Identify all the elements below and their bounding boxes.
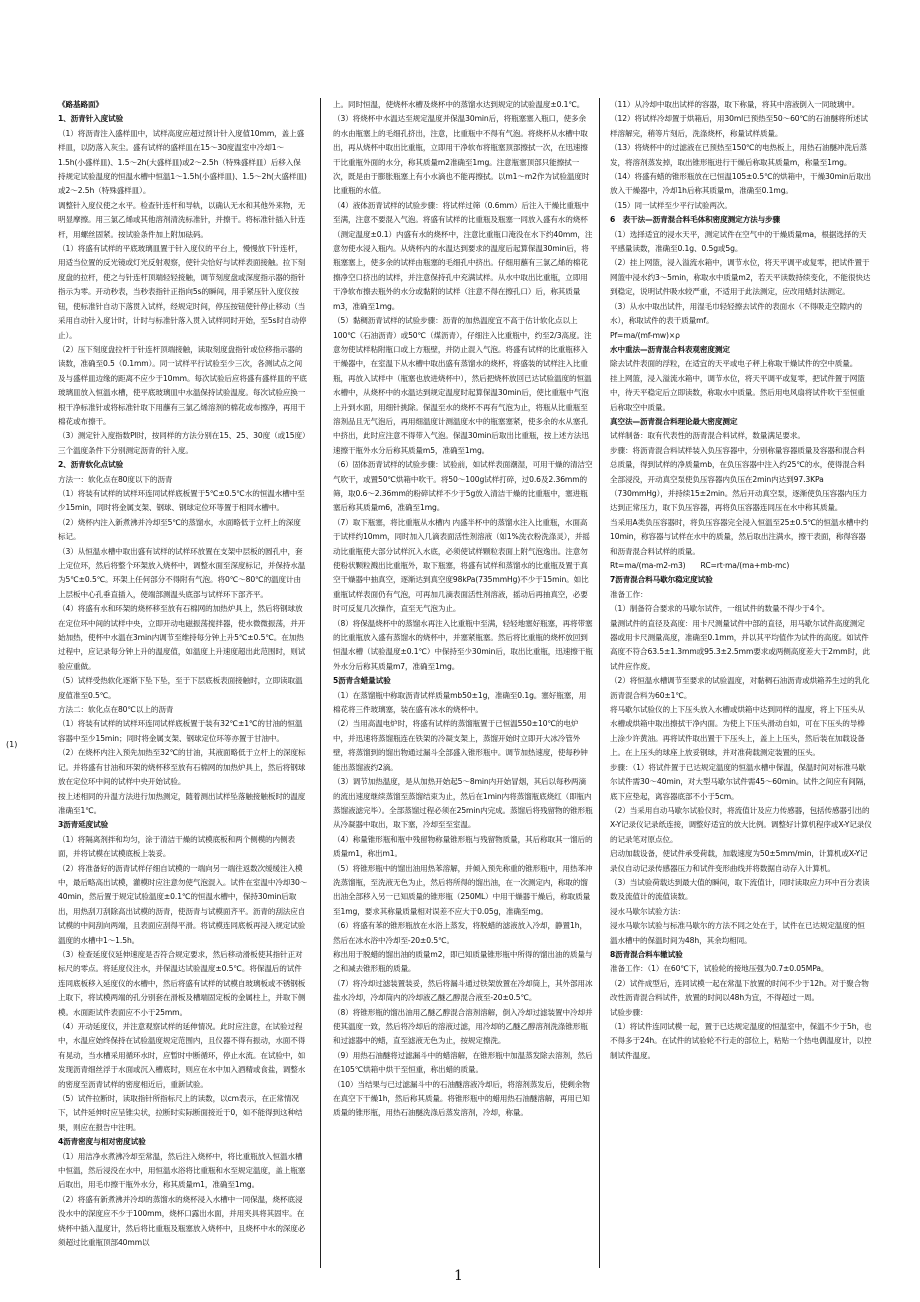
paragraph: （5）黏稠沥青试样的试验步骤：沥青的加热温度宜不高于估计软化点以上100℃（石油沥青）或50℃（煤沥青），仔细注入比重瓶中，约至2/3高度。注意勿使试样粘附瓶口或上方瓶壁，并防止混入气泡。将盛有试样的比重瓶移入干燥器中，在室温下从水槽中取出盛有蒸馏水的烧杯，将盛装的试样注入比重瓶，再放入试样中（瓶塞也放进烧杯中），然后把烧杯放回已达试验温度的恒温水槽中，从烧杯中的水温达到规定温度时起算保温30min后，使比重瓶中气泡上升到水面，用细针挑除。保温至水的烧杯不再有气泡为止，将瓶从比重瓶至溶剂品且无气泡后，再用细温度计测温度水中的瓶塞塞紧，使多余的水从塞孔中挤出，此时应注意不得带入气泡。保温30min后取出比重瓶，按上述方法迅速擦干瓶外水分后称其质量m5，准确至1mg。 — [333, 316, 592, 455]
paragraph: （5）将锥形瓶中的馏出油用热苯溶解，并倾入预先称重的锥形瓶中，用热苯冲洗蒸馏瓶，至洗液无色为止，然后将所得的馏出油，在一次测定内，称取的馏出油全部移入另一已知质量的锥形瓶（250ML）中用干燥器干燥后，称取质量至1mg，要求其称量质量相对误差不应大于0.05g，准确至mg。 — [333, 863, 593, 916]
section-heading: 3沥青延度试验 — [58, 820, 109, 830]
paragraph: （10）当结果与已过滤漏斗中的石油醚溶液冷却后，将溶剂蒸发后，使剩余物在真空下干燥1h，然后称其质量。将锥形瓶中的蜡用热石油醚溶解，再用已知质量的锥形瓶，用热石油醚洗涤后蒸发溶剂，冷却，称量。 — [333, 1079, 590, 1118]
paragraph: （7）将冷却过滤装置装妥，然后将漏斗通过铁架放置在冷却筒上，其外部用冰盐水冷却，冷却筒内的冷却液乙醚乙醇混合液至-20±0.5℃。 — [333, 978, 593, 1003]
paragraph: （1）在蒸馏瓶中称取沥青试样质量mb50±1g，准确至0.1g。塞好瓶塞，用棉花将三件玻璃塞，装在盛有冰水的烧杯中。 — [333, 690, 587, 715]
paragraph: （11）从冷却中取出试样的容器，取下称量，将其中溶液倒入一同玻璃中。 — [610, 100, 860, 109]
paragraph: 量测试件的直径及高度：用卡尺测量试件中部的直径，用马歇尔试件高度测定器或用卡尺测量高度，准确至0.1mm，并以其平均值作为试件的高度。如试件高度不符合63.5±1.3mm或95.3±2.5mm要求或两侧高度差大于2mm时，此试件应作废。 — [610, 618, 870, 671]
column-divider-left — [320, 98, 321, 1268]
paragraph: 除去试件表面的浮粒，在适宜的天平或电子秤上称取干燥试件的空中质量。 — [610, 359, 858, 369]
paragraph: （2）烧杯内注入新煮沸并冷却至5℃的蒸馏水，水面略低于立杆上的深度标记。 — [58, 517, 301, 542]
paragraph: （2）压下刻度盘拉杆于针连杆顶端接触，读取刻度盘指针或位移指示器的读数，准确至0.5（0.1mm）。同一试样平行试验至少三次，各测试点之间及与盛样皿边缘的距离不应少于10mm。每次试验后应将盛有盛样皿的平底玻璃皿放入恒温水槽，使平底玻璃皿中水温保持试验温度。每次试验应换一根干净标准针或将标准针取下用蘸有三氯乙烯溶剂的棉花或布擦净，再用干棉花或布擦干。 — [58, 344, 307, 426]
paragraph: （3）从水中取出试件，用湿毛巾轻轻擦去试件的表面水（不得吸走空隙内的水），称取试件的表干质量mf。 — [610, 301, 863, 326]
section-heading: 4沥青密度与相对密度试验 — [58, 1137, 146, 1147]
paragraph: （4）称量锥形瓶和瓶中残留物称量锥形瓶与残留物质量，其后称取其一馏后的质量m1，称出m1。 — [333, 834, 593, 859]
paragraph: 浸水马歇尔试验与标准马歇尔的方法不同之处在于，试件在已达规定温度的恒温水槽中的保温时间为48h，其余均相同。 — [610, 921, 865, 945]
paragraph: 方法一：软化点在80度以下的沥青 — [58, 474, 173, 484]
paragraph: （2）当采用自动马歇尔试验仪时，将流值计及应力传感器，包括传感器引出的X-Y记录仪记录纸连接，调整好适宜的放大比例。调整好计算机程序或X-Y记录仪的记录笔对原点位。 — [610, 805, 872, 844]
paragraph: 启动加载设备，使试件承受荷载，加载速度为50±5mm/min，计算机或X-Y记录仪自动记录传感器压力和试件变形曲线并将数据自动存入计算机。 — [610, 849, 868, 873]
paragraph: （12）将试样冷却置于烘箱后，用30ml已预热至50～60℃的石油醚将所述试样溶解完，稍等片刻后，洗涤烧杯，称量试样质量。 — [610, 114, 868, 138]
paragraph: （1）将装有试样的试样环连同试样底板置于装有32℃±1℃的甘油的恒温容器中至少15min；同时将金属支架、钢球定位环等亦置于甘油中。 — [58, 719, 303, 743]
paragraph: （3）当试验荷载达到最大值的瞬间，取下流值计，同时读取应力环中百分表读数及流值计的流值读数。 — [610, 877, 870, 902]
paragraph: （1）用洁净水煮沸冷却至常温，然后注入烧杯中，将比重瓶放入恒温水槽中恒温，然后浸没在水中，用恒温水浴将比重瓶和水至规定温度，盖上瓶塞后取出，用毛巾擦干瓶外水分，称其质量m1，准确至1mg。 — [58, 1151, 306, 1190]
paragraph: 步骤：将沥青混合料试样装入负压容器中，分别称量容器质量及容器和混合料总质量，得到试样的净质量mb，在负压容器中注入约25℃的水，使得混合料全部浸没，开动真空泵使负压容器内负压在2min内达到97.3KPa（730mmHg），并持续15±2min。然后开动真空泵，逐渐使负压容器内压力达到正常压力，取下负压容器，再将负压容器连同压在水中称其质量。 — [610, 445, 868, 513]
paragraph: （1）将盛有试样的平底玻璃皿置于针入度仪的平台上，慢慢放下针连杆，用适当位置的反光镜或灯光反射观察，使针尖恰好与试样表面接触。拉下刻度盘的拉杆，使之与针连杆顶端轻轻接触，调节刻度盘或深度指示器的指针指示为零。开动秒表，当秒表指针正指向5s的瞬间，用手紧压针入度仪按钮，使标准针自动下落贯入试样，经规定时间，停压按钮使针停止移动（当采用自动针入度计时，计时与标准针落入贯入试样同时开始，至5s时自动停止）。 — [58, 244, 307, 340]
paragraph: （3）将烧杯中水温达至规定温度并保温30min后，将瓶塞塞入瓶口，使多余的水由瓶塞上的毛细孔挤出，注意，比重瓶中不得有气泡。将烧杯从水槽中取出，再从烧杯中取出比重瓶，立即用干净软布将瓶塞顶部擦拭一次，在迅速擦干比重瓶外面的水分，称其质量m2准确至1mg。注意瓶塞顶部只能擦拭一次，既是由于膨胀瓶塞上有小水滴也不能再擦拭。以m1～m2作为试验温度时比重瓶的水值。 — [333, 114, 590, 196]
section-heading: 5沥青含蜡量试验 — [333, 676, 391, 686]
paragraph: 方法二：软化点在80℃以上的沥青 — [58, 705, 174, 715]
paragraph: （2）挂上网篮，浸入溢流水箱中，调节水位，将天平调平或复零，把试件置于网篮中浸水约3～5min，称取水中质量m2，若天平读数持续变化，不能很快达到稳定，说明试件吸水较严重，不适用于此法测定，应改用蜡封法测定。 — [610, 258, 871, 297]
paragraph: 步骤：（1）将试件置于已达规定温度的恒温水槽中保温，保温时间对标准马歇尔试件需30～40min，对大型马歇尔试件需45～60min。试件之间应有间隔，底下应垫起，离容器底部不小于5cm。 — [610, 762, 871, 801]
paragraph: 上。同时恒温，使烧杯水槽及烧杯中的蒸馏水达到规定的试验温度±0.1℃。 — [333, 100, 585, 109]
paragraph: （14）将盛有蜡的锥形瓶放在已恒温105±0.5℃的烘箱中，干燥30min后取出放入干燥器中，冷却1h后称其质量m，准确至0.1mg。 — [610, 172, 871, 196]
paragraph: （2）当用高温电炉时，将盛有试样的蒸馏瓶置于已恒温550±10℃的电炉中，并迅速将蒸馏瓶连在铁架的冷凝支架上，蒸馏开始时立即开大冰冷管外壁，将蒸馏到的馏出物通过漏斗全部盛入锥形瓶中。调节加热速度，使每秒钟能出蒸馏液约2滴。 — [333, 719, 588, 772]
paragraph: （4）将盛有水和环架的烧杯移至放有石棉网的加热炉具上，然后将钢球放在定位环中间的试样中央，立即开动电磁振荡搅拌器，使水微微振荡，并开始加热，使杯中水温在3min内调节至维持每分钟上升5℃±0.5℃。在加热过程中，应记录每分钟上升的温度值，如温度上升速度超出此范围时，则试验应重做。 — [58, 604, 306, 671]
paragraph: 按上述相同的升温方法进行加热测定，随着测出试样坠落触接触板时的温度准确至1℃。 — [58, 791, 306, 815]
paragraph: （9）用热石油醚将过滤漏斗中的蜡溶解，在锥形瓶中加温蒸发除去溶剂，然后在105℃烘箱中烘干至恒重，称出蜡的质量。 — [333, 1050, 593, 1075]
paragraph: （13）将烧杯中的过滤液在已预热至150℃的电热板上，用热石油醚冲洗后蒸发，将溶剂蒸发掉，取出锥形瓶进行干燥后称取其质量m，称量至1mg。 — [610, 143, 867, 167]
paragraph: Rt=ma/(ma-m2-m3) RC=rt·ma/(ma+mb-mc) — [610, 561, 790, 570]
paragraph: （7）取下瓶塞，将比重瓶从水槽内 内盛半杯中的蒸馏水注入比重瓶，水面高于试样约10mm，同时加入几滴表面活性剂溶液（如1%洗衣粉洗涤灵），并摇动比重瓶使大部分试样沉入水底，必须使试样颗粒表面上附气泡逸出。注意勿使粉状颗粒溅出比重瓶外，取下瓶塞，将盛有试样和蒸馏水的比重瓶及置于真空干燥器中抽真空，逐渐达到真空度98kPa(735mmHg)不少于15min。如比重瓶试样表面仍有气泡，可再加几滴表面活性剂溶液，摇动后再抽真空，必要时可反复几次操作，直至无气泡为止。 — [333, 517, 590, 614]
paragraph: （2）在烧杯内注入预先加热至32℃的甘油，其液面略低于立杆上的深度标记。并将盛有甘油和环架的烧杯移至放有石棉网的加热炉具上，然后将钢球放在定位环中间的试样中央开始试验。 — [58, 748, 306, 787]
paragraph: 将马歇尔试验仪的上下压头放入水槽或烘箱中达到同样的温度，将上下压头从水槽或烘箱中取出擦拭干净内面。为使上下压头滑动自如，可在下压头的导棒上涂少许黄油。再将试件取出置于下压头上，盖上上压头，然后装在加载设备上。在上压头的球座上放妥钢球，并对准荷载测定装置的压头。 — [610, 705, 865, 758]
paragraph: （3）测定针入度指数PI时，按同样的方法分别在15、25、30度（或15度）三个温度条件下分别测定沥青的针入度。 — [58, 431, 306, 455]
section-heading: 7沥青混合料马歇尔稳定度试验 — [610, 575, 713, 585]
paragraph: 称出用于脱蜡的馏出油的质量m2，即已知质量锥形瓶中所得的馏出油的质量与之和减去锥形瓶的质量。 — [333, 949, 593, 974]
section-heading: 《路基路面》 — [58, 100, 103, 109]
paragraph: （6）固体沥青试样的试验步骤：试验前，如试样表面潮湿，可用干燥的清洁空气吹干，或置50℃烘箱中吹干。将50～100g试样打碎，过0.6及2.36mm的筛，取0.6～2.36mm的粉碎试样不少于5g放入清洁干燥的比重瓶中，塞进瓶塞后称其质量m6，准确至1mg。 — [333, 460, 593, 513]
paragraph: （3）从恒温水槽中取出盛有试样的试样环放置在支架中层板的圆孔中，套上定位环，然后将整个环架放入烧杯中，调整水面至深度标记，并保持水温为5℃±0.5℃。环架上任何部分不得附有气泡。将0℃～80℃的温度计由上层板中心孔垂直插入，使端部测温头底部与试样环下部齐平。 — [58, 546, 306, 599]
paragraph: 当采用A类负压容器时，将负压容器完全浸入恒温至25±0.5℃的恒温水槽中约10min，称容器与试样在水中的质量，然后取出注满水，擦干表面，称得容器和沥青混合料试样的质量。 — [610, 517, 869, 556]
paragraph: Pf=ma/(mf-mw)×ρ — [610, 330, 680, 340]
paragraph: （1）选择适宜的浸水天平，测定试件在空气中的干燥质量ma，根据选择的天平感量读数，准确至0.1g、0.5g或5g。 — [610, 229, 867, 254]
paragraph: （3）调节加热温度，是从加热开始起5～8min内开始冒烟，其后以每秒两滴的流出速度继续蒸馏至蒸馏结束为止，然后在1min内将蒸馏瓶底烧红（即瓶内蒸馏液滤完毕）。全部蒸馏过程必须在25min内完成。蒸馏后将残留物的锥形瓶从冷凝器中取出，取下塞，冷却至至室温。 — [333, 777, 593, 830]
paragraph: 准备工作： — [610, 589, 648, 599]
paragraph: （5）试件拉断时，读取指针所指标尺上的读数，以cm表示，在正常情况下，试件延伸时应呈锥尖状，拉断时实际断面接近于0，如不能得到这种结果，则应在报告中注明。 — [58, 1094, 303, 1132]
paragraph: （5）试样受热软化逐渐下坠下坠，至于下层底板表面接触时，立即读取温度值准至0.5℃。 — [58, 676, 303, 700]
paragraph: （1）制备符合要求的马歇尔试件，一组试件的数量不得少于4个。 — [610, 604, 830, 614]
section-heading: 8沥青混合料车辙试验 — [610, 949, 683, 959]
section-heading: 水中重法—沥青混合料表观密度测定 — [610, 344, 730, 354]
paragraph: 调整针入度仪使之水平。检查针连杆和导轨，以确认无水和其他外来物，无明显摩擦。用三氯乙烯或其他溶剂清洗标准针，并擦干。将标准针插入针连杆，用螺丝固紧。按试验条件加上附加砝码。 — [58, 200, 306, 239]
paragraph: 试验步骤： — [610, 1007, 648, 1017]
paragraph: （3）检查延度仪延伸速度是否符合规定要求，然后移动滑板使其指针正对标尺的零点。将延度仪注水，并保温达试验温度±0.5℃。将保温后的试件连同底板移入延度仪的水槽中，然后将盛有试样的试模自玻璃板或不锈钢板上取下，将试模两端的孔分别套在滑板及槽端固定板的金属柱上，并取下侧模。水面距试件表面应不小于25mm。 — [58, 949, 306, 1017]
paragraph: （1）将装有试样的试样环连同试样底板置于5℃±0.5℃水的恒温水槽中至少15min，同时将金属支架、钢球、钢球定位环等置于相同水槽中。 — [58, 488, 305, 513]
paragraph: （15）同一试样至少平行试验两次。 — [610, 200, 732, 210]
paragraph: （2）将准备好的沥青试样仔细自试模的一端向另一端往返数次缓缓注入模中，最后略高出试模，灌模时应注意勿使气泡混入。试件在室温中冷却30～40min，然后置于规定试验温度±0.1℃的恒温水槽中，保持30min后取出，用热刮刀刮除高出试模的沥青，使沥青与试模面齐平。沥青的刮法应自试模的中间刮向两端，且表面应刮得平滑。将试模连同底板再浸入规定试验温度的水槽中1～1.5h。 — [58, 863, 308, 945]
page-number: 1 — [454, 1268, 463, 1284]
paragraph: （8）将锥形瓶的馏出油用乙醚乙醇混合溶剂溶解，倒入冷却过滤装置中冷却并使其温度一致，然后将冷却后的溶液过滤，用冷却的乙醚乙醇溶剂洗涤锥形瓶和过滤器中的蜡，直至滤液无色为止，按规定擦洗。 — [333, 1007, 593, 1046]
paragraph: （2）将盛有新煮沸并冷却的蒸馏水的烧杯浸入水槽中一同保温，烧杯底浸没水中的深度应不少于100mm，烧杯口露出水面，并用夹具将其固牢。在烧杯中插入温度计，然后将比重瓶及瓶塞放入烧杯中，且烧杯中水的深度必须超过比重瓶顶部40mm以 — [58, 1194, 306, 1248]
column-right — [610, 98, 872, 1266]
paragraph: （8）将保温烧杯中的蒸馏水再注入比重瓶中至满，轻轻地塞好瓶塞，再将带塞的比重瓶放入盛有蒸馏水的烧杯中，并塞紧瓶塞。然后将比重瓶的烧杯放回到恒温水槽（试验温度±0.1℃）中保持至少30min后，取出比重瓶，迅速擦干瓶外水分后称其质量m7，准确至1mg。 — [333, 618, 593, 671]
margin-mark: (1) — [6, 740, 18, 749]
column-left — [58, 98, 308, 1266]
paragraph: （1）将沥青注入盛样皿中，试样高度应超过预计针入度值10mm，盖上盛样皿，以防落入灰尘。盛有试样的盛样皿在15～30度温室中冷却1～1.5h(小盛样皿)、1.5～2h(大盛样皿)或2～2.5h（特殊盛样皿）后移入保持规定试验温度的恒温水槽中恒温1～1.5h(小盛样皿)、1.5～2h(大盛样皿)或2～2.5h（特殊盛样皿）。 — [58, 128, 307, 196]
paragraph: （4）液体沥青试样的试验步骤：将试样过筛（0.6mm）后注入干燥比重瓶中至满，注意不要混入气泡。将盛有试样的比重瓶及瓶塞一同放入盛有水的烧杯（测定温度±0.1）内盛有水的烧杯中，注意比重瓶口淹没在水下约40mm，注意勿使水浸入瓶内。从烧杯内的水温达到要求的温度后起算保温30min后，将瓶塞塞上，使多余的试样由瓶塞的毛细孔中挤出。仔细用蘸有三氯乙烯的棉花擦净空口挤出的试样，并注意保持孔中充满试样。从水中取出比重瓶，立即用干净软布擦去瓶外的水分或黏附的试样（注意不得在擦孔口）后，称其质量m3，准确至1mg。 — [333, 200, 593, 311]
paragraph: （1）将试件连同试模一起，置于已达规定温度的恒温室中，保温不少于5h，也不得多于24h。在试件的试验轮不行走的部位上，粘贴一个热电偶温度计，以控制试件温度。 — [610, 1022, 872, 1060]
paragraph: 试样制备：取有代表性的沥青混合料试样，数量满足要求。 — [610, 431, 805, 441]
section-heading: 1、沥青针入度试验 — [58, 114, 124, 124]
paragraph: （2）将恒温水槽调节至要求的试验温度，对黏稠石油沥青或烘箱养生过的乳化沥青混合料为60±1℃。 — [610, 676, 870, 700]
paragraph: （4）开动延度仪，并注意观察试样的延伸情况。此时应注意，在试验过程中，水温应始终保持在试验温度规定范围内，且仪器不得有振动，水面不得有晃动，当水槽采用循环水时，应暂时中断循环，停止水流。在试验中，如发现沥青细丝浮于水面或沉入槽底时，则应在水中加入酒精或食盐，调整水的密度至沥青试样的密度相近后，重新试验。 — [58, 1022, 306, 1089]
paragraph: （6）将盛有苯的锥形瓶放在水浴上蒸发，将脱蜡的滤液放入冷却，静置1h，然后在冰水浴中冷却至-20±0.5℃。 — [333, 921, 587, 945]
column-divider-right — [599, 98, 600, 1268]
section-heading: 2、沥青软化点试验 — [58, 460, 124, 470]
paragraph: 挂上网篮，浸入溢流水箱中，调节水位，将天平调平或复零，把试件置于网篮中，待天平稳定后立即读数，称取水中质量。然后用电风扇将试件吹干至恒重后称取空中质量。 — [610, 373, 865, 412]
section-heading: 6 表干法—沥青混合料毛体积密度测定方法与步骤 — [610, 215, 781, 225]
paragraph: （1）将隔离剂拌和均匀，涂于清洁干燥的试模底板和两个侧模的内侧表面，并将试模在试模底板上装妥。 — [58, 834, 296, 859]
paragraph: （2）试件成型后，连同试模一起在常温下放置的时间不少于12h。对于聚合物改性沥青混合料试件，放置的时间以48h为宜，不得超过一周。 — [610, 978, 869, 1003]
paragraph: 浸水马歇尔试验方法： — [610, 906, 685, 916]
paragraph: 准备工作：（1）在60℃下，试验轮的接地压强为0.7±0.05MPa。 — [610, 964, 829, 974]
column-middle — [333, 98, 593, 1266]
section-heading: 真空法—沥青混合料理论最大密度测定 — [610, 416, 738, 426]
